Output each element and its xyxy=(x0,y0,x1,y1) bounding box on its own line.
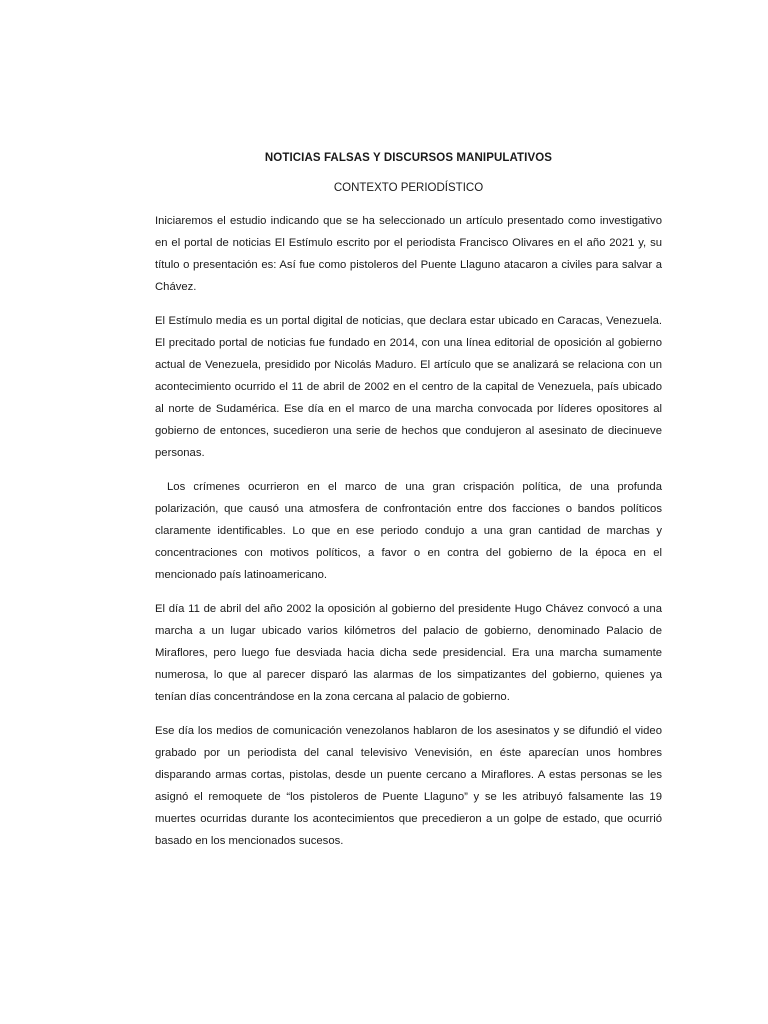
paragraph-crimes: Los crímenes ocurrieron en el marco de una gran crispación política, de una profunda polarización, que causó una atmosfera de confrontación entre dos facciones o bandos políticos claramente identificables. Lo que en ese periodo condujo a una gran cantidad de marchas y concentraciones con motivos políticos, a favor o en contra del gobierno de la época en el mencionado país latinoamericano. xyxy=(155,481,662,581)
paragraph-march: El día 11 de abril del año 2002 la oposición al gobierno del presidente Hugo Chávez convocó a una marcha a un lugar ubicado varios kilómetros del palacio de gobierno, denominado Palacio de Miraflores, pero luego fue desviada hacia dicha sede presidencial. Era una marcha sumamente numerosa, lo que al parecer disparó las alarmas de los simpatizantes del gobierno, quienes ya tenían días concentrándose en la zona cercana al palacio de gobierno. xyxy=(155,603,662,703)
document-body xyxy=(155,150,662,864)
paragraph-intro: Iniciaremos el estudio indicando que se ha seleccionado un artículo presentado como investigativo en el portal de noticias El Estímulo escrito por el periodista Francisco Olivares en el año 2021 y, su título o presentación es: Así fue como pistoleros del Puente Llaguno atacaron a civiles para salvar a Chávez. xyxy=(155,215,662,293)
document-title: NOTICIAS FALSAS Y DISCURSOS MANIPULATIVOS xyxy=(264,152,553,164)
paragraph-media: Ese día los medios de comunicación venezolanos hablaron de los asesinatos y se difundió el video grabado por un periodista del canal televisivo Venevisión, en éste aparecían unos hombres disparando armas cortas, pistolas, desde un puente cercano a Miraflores. A estas personas se les asignó el remoquete de “los pistoleros de Puente Llaguno” y se les atribuyó falsamente las 19 muertes ocurridas durante los acontecimientos que precedieron a un golpe de estado, que ocurrió basado en los mencionados sucesos. xyxy=(155,725,662,847)
paragraph-portal: El Estímulo media es un portal digital de noticias, que declara estar ubicado en Caracas, Venezuela. El precitado portal de noticias fue fundado en 2014, con una línea editorial de oposición al gobierno actual de Venezuela, presidido por Nicolás Maduro. El artículo que se analizará se relaciona con un acontecimiento ocurrido el 11 de abril de 2002 en el centro de la capital de Venezuela, país ubicado al norte de Sudamérica. Ese día en el marco de una marcha convocada por líderes opositores al gobierno de entonces, sucedieron una serie de hechos que condujeron al asesinato de diecinueve personas. xyxy=(155,315,662,459)
document-subtitle: CONTEXTO PERIODÍSTICO xyxy=(333,182,484,194)
